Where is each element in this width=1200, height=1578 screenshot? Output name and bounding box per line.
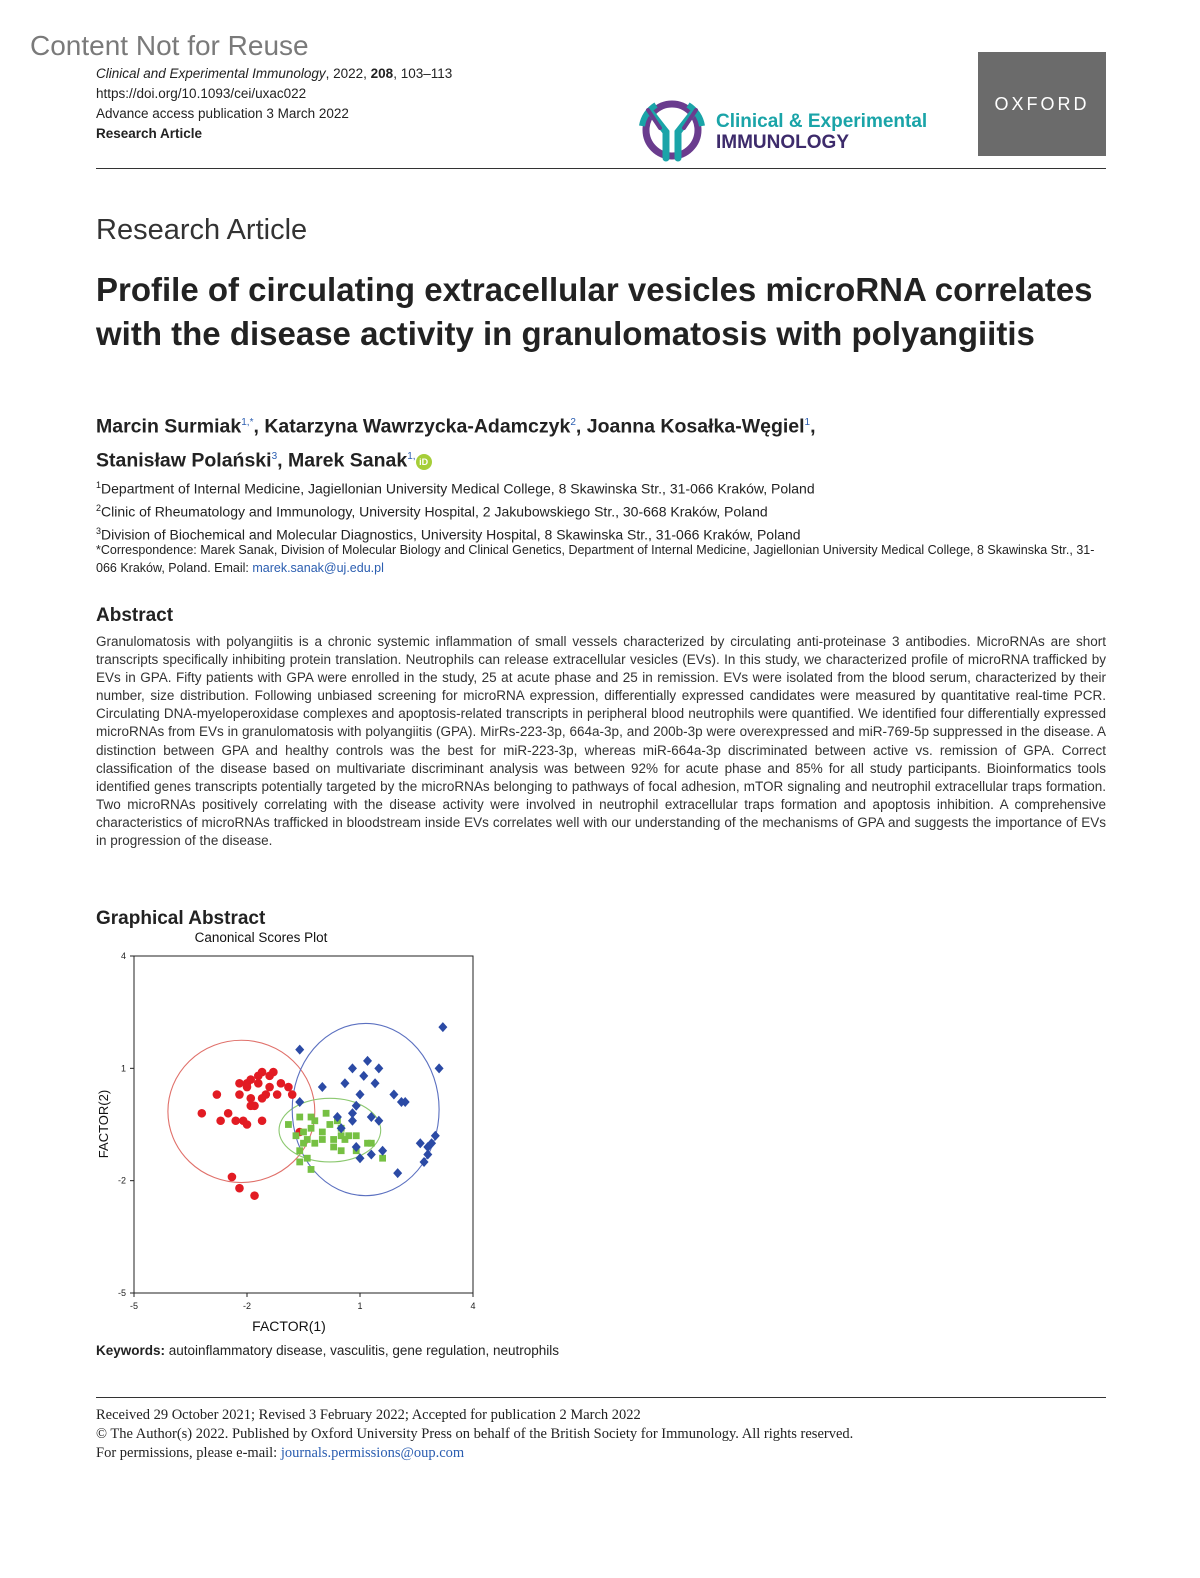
scatter-point <box>285 1121 292 1128</box>
scatter-point <box>367 1112 376 1122</box>
footer-rule <box>96 1397 1106 1398</box>
scatter-point <box>330 1144 337 1151</box>
scatter-point <box>228 1173 237 1182</box>
section-label: Research Article <box>96 214 308 246</box>
author-name: Stanisław Polański <box>96 449 272 471</box>
x-tick-label: -5 <box>129 1301 139 1311</box>
citation-year: , 2022, <box>325 66 371 81</box>
scatter-point <box>258 1094 267 1103</box>
author-name: Joanna Kosałka-Węgiel <box>586 415 805 438</box>
scatter-point <box>269 1068 278 1077</box>
y-tick-label: 1 <box>120 1063 126 1074</box>
author-list: Marcin Surmiak$^{1,*}$, Katarzyna Wawrzycka-Adamczyk$^2$, Joanna Kosałka-Węgiel$^1$, Stanisław Polański$^3$, Marek Sanak$^{1,}$iD <box>96 415 816 471</box>
scatter-point <box>374 1116 383 1126</box>
scatter-point <box>284 1083 293 1092</box>
logo-line-1: Clinical & Experimental <box>716 111 928 132</box>
scatter-point <box>198 1109 207 1118</box>
scatter-point <box>304 1155 311 1162</box>
scatter-point <box>393 1168 402 1178</box>
scatter-point <box>235 1090 244 1099</box>
scatter-point <box>246 1094 255 1103</box>
abstract-heading: Abstract <box>96 605 174 626</box>
scatter-point <box>338 1147 345 1154</box>
y-tick-label: -2 <box>117 1175 126 1186</box>
scatter-point <box>368 1140 375 1147</box>
y-tick-label: -5 <box>117 1288 126 1298</box>
scatter-point <box>288 1090 297 1099</box>
x-axis-label: FACTOR(1) <box>252 1318 326 1334</box>
scatter-point <box>304 1136 311 1143</box>
scatter-point <box>216 1116 225 1125</box>
scatter-point <box>353 1132 360 1139</box>
author-name: Marcin Surmiak <box>96 415 242 438</box>
citation-pages: , 103–113 <box>393 66 453 81</box>
author-name: Marek Sanak <box>287 449 408 471</box>
scatter-point <box>273 1090 282 1099</box>
scatter-point <box>246 1075 255 1084</box>
keywords <box>96 1343 559 1358</box>
journal-logo-text <box>716 111 927 153</box>
scatter-point <box>300 1129 307 1136</box>
scatter-point <box>308 1114 315 1121</box>
publisher-logo: OXFORD <box>978 52 1106 156</box>
affiliation-item: $^1$Department of Internal Medicine, Jagiellonian University Medical College, 8 Skawinska Str., 31-066 Kraków, Poland <box>96 480 815 497</box>
plot-frame <box>134 956 473 1293</box>
scatter-point <box>338 1132 345 1139</box>
scatter-point <box>435 1063 444 1073</box>
scatter-point <box>235 1079 244 1088</box>
scatter-point <box>323 1110 330 1117</box>
scatter-point <box>374 1063 383 1073</box>
author-affil-sup[interactable]: 1 <box>804 417 811 428</box>
citation-volume: 208 <box>370 66 394 81</box>
scatter-point <box>356 1090 365 1100</box>
watermark: Content Not for Reuse <box>30 30 309 61</box>
scatter-point <box>371 1078 380 1088</box>
permissions-line: For permissions, please e-mail: journals.permissions@oup.com <box>96 1445 465 1461</box>
scatter-point <box>231 1116 240 1125</box>
header-rule <box>96 168 1106 169</box>
affiliations <box>96 476 1106 545</box>
scatter-point <box>296 1114 303 1121</box>
correspondence-email-link[interactable]: marek.sanak@uj.edu.pl <box>252 561 384 575</box>
scatter-point <box>258 1116 267 1125</box>
abstract-text: Granulomatosis with polyangiitis is a chronic systemic inflammation of small vessels characterized by circulating anti-proteinase 3 antibodies. MicroRNAs are short transcripts specifically inhibiting protein translation. Neutrophils can release extracellular vesicles (EVs). In this study, we characterized profile of microRNA trafficked by EVs in GPA. Fifty patients with GPA were enrolled in the study, 25 at acute phase and 25 in remission. EVs were isolated from the blood serum, characterized by their number, size distribution. Following unbiased screening for microRNA expression, differentially expressed candidates were measured by quantitative real-time PCR. Circulating DNA-myeloperoxidase complexes and apoptosis-related transcripts in peripheral blood neutrophils were quantified. We identified four differentially expressed microRNAs from EVs in granulomatosis with polyangiitis (GPA). MirRs-223-3p, 664a-3p, and 200b-3p were overexpressed and miR-769-5p suppressed in the disease. A distinction between GPA and healthy controls was the best for miR-223-3p, whereas miR-664a-3p discriminated between active vs. remission of GPA. Correct classification of the disease based on multivariate discriminant analysis was between 92% for acute phase and 85% for all study participants. Bioinformatics tools identified genes transcripts potentially targeted by the microRNAs belonging to pathways of focal adhesion, mTOR signaling and neutrophil extracellular traps formation. Two microRNAs positively correlating with the disease activity were involved in neutrophil extracellular traps formation and apoptosis inhibition. A comprehensive characteristics of microRNAs trafficked in bloodstream inside EVs correlates well with our understanding of the mechanisms of GPA and suggests the importance of EVs in progression of the disease. <box>96 634 1106 849</box>
article-title: Profile of circulating extracellular vesicles microRNA correlates with the disease activity in granulomatosis with polyangiitis <box>96 271 1093 352</box>
scatter-point <box>389 1090 398 1100</box>
canonical-scores-plot <box>96 928 496 1344</box>
doi-link[interactable]: https://doi.org/10.1093/cei/uxac022 <box>96 86 307 101</box>
orcid-icon[interactable]: iD <box>416 454 432 470</box>
scatter-point <box>318 1082 327 1092</box>
scatter-point <box>348 1063 357 1073</box>
scatter-point <box>416 1138 425 1148</box>
scatter-point <box>293 1132 300 1139</box>
scatter-point <box>379 1155 386 1162</box>
scatter-point <box>308 1125 315 1132</box>
scatter-point <box>330 1136 337 1143</box>
scatter-point <box>254 1079 263 1088</box>
footer <box>96 1406 1106 1463</box>
author-affil-sup[interactable]: 1, <box>407 450 416 462</box>
scatter-point <box>319 1136 326 1143</box>
chart-title: Canonical Scores Plot <box>194 930 328 945</box>
advance-access: Advance access publication 3 March 2022 <box>96 106 349 121</box>
scatter-point <box>277 1079 286 1088</box>
scatter-point <box>296 1159 303 1166</box>
x-tick-label: -2 <box>242 1301 252 1311</box>
affiliation-item: $^3$Division of Biochemical and Molecular Diagnostics, University Hospital, 8 Skawinska Str., 31-066 Kraków, Poland <box>96 526 801 543</box>
author-affil-sup[interactable]: 2 <box>570 417 576 428</box>
scatter-point <box>319 1129 326 1136</box>
graphical-abstract-heading: Graphical Abstract <box>96 908 266 929</box>
copyright-line: © The Author(s) 2022. Published by Oxford University Press on behalf of the British Society for Immunology. All rights reserved. <box>96 1426 854 1442</box>
x-tick-label: 4 <box>470 1301 476 1311</box>
author-affil-sup[interactable]: 1,* <box>241 417 254 428</box>
affiliation-item: $^2$Clinic of Rheumatology and Immunology, University Hospital, 2 Jakubowskiego Str., 30-668 Kraków, Poland <box>96 503 768 520</box>
scatter-point <box>243 1120 252 1129</box>
keywords-label: Keywords: <box>96 1343 166 1358</box>
logo-line-2: IMMUNOLOGY <box>716 132 849 153</box>
scatter-point <box>326 1121 333 1128</box>
correspondence: *Correspondence: Marek Sanak, Division of Molecular Biology and Clinical Genetics, Department of Internal Medicine, Jagiellonian University Medical College, 8 Skawinska Str., 31-066 Kraków, Poland. Email: marek.sanak@uj.edu.pl <box>96 543 1095 575</box>
scatter-point <box>213 1090 222 1099</box>
scatter-point <box>265 1083 274 1092</box>
scatter-point <box>246 1101 255 1110</box>
scatter-point <box>296 1147 303 1154</box>
dates-line: Received 29 October 2021; Revised 3 February 2022; Accepted for publication 2 March 2022 <box>96 1407 641 1423</box>
scatter-point <box>308 1166 315 1173</box>
scatter-point <box>311 1140 318 1147</box>
permissions-email-link[interactable]: journals.permissions@oup.com <box>280 1445 465 1461</box>
scatter-point <box>438 1022 447 1032</box>
scatter-point <box>250 1191 259 1200</box>
y-tick-label: 4 <box>120 951 126 961</box>
scatter-point <box>258 1068 267 1077</box>
article-meta <box>96 64 452 144</box>
scatter-point <box>378 1146 387 1156</box>
scatter-point <box>359 1071 368 1081</box>
x-tick-label: 1 <box>357 1301 363 1311</box>
scatter-point <box>340 1078 349 1088</box>
scatter-point <box>235 1184 244 1193</box>
journal-logo-icon <box>636 96 708 164</box>
author-name: Katarzyna Wawrzycka-Adamczyk <box>264 415 571 438</box>
article-type: Research Article <box>96 126 203 141</box>
journal-name: Clinical and Experimental Immunology <box>96 66 326 81</box>
scatter-point <box>295 1045 304 1055</box>
y-axis-label: FACTOR(2) <box>96 1089 111 1159</box>
citation-line <box>96 64 452 84</box>
scatter-point <box>224 1109 233 1118</box>
keywords-text: autoinflammatory disease, vasculitis, gene regulation, neutrophils <box>165 1343 559 1358</box>
scatter-point <box>348 1116 357 1126</box>
scatter-point <box>337 1123 346 1133</box>
scatter-point <box>363 1056 372 1066</box>
author-affil-sup[interactable]: 3 <box>271 450 278 462</box>
